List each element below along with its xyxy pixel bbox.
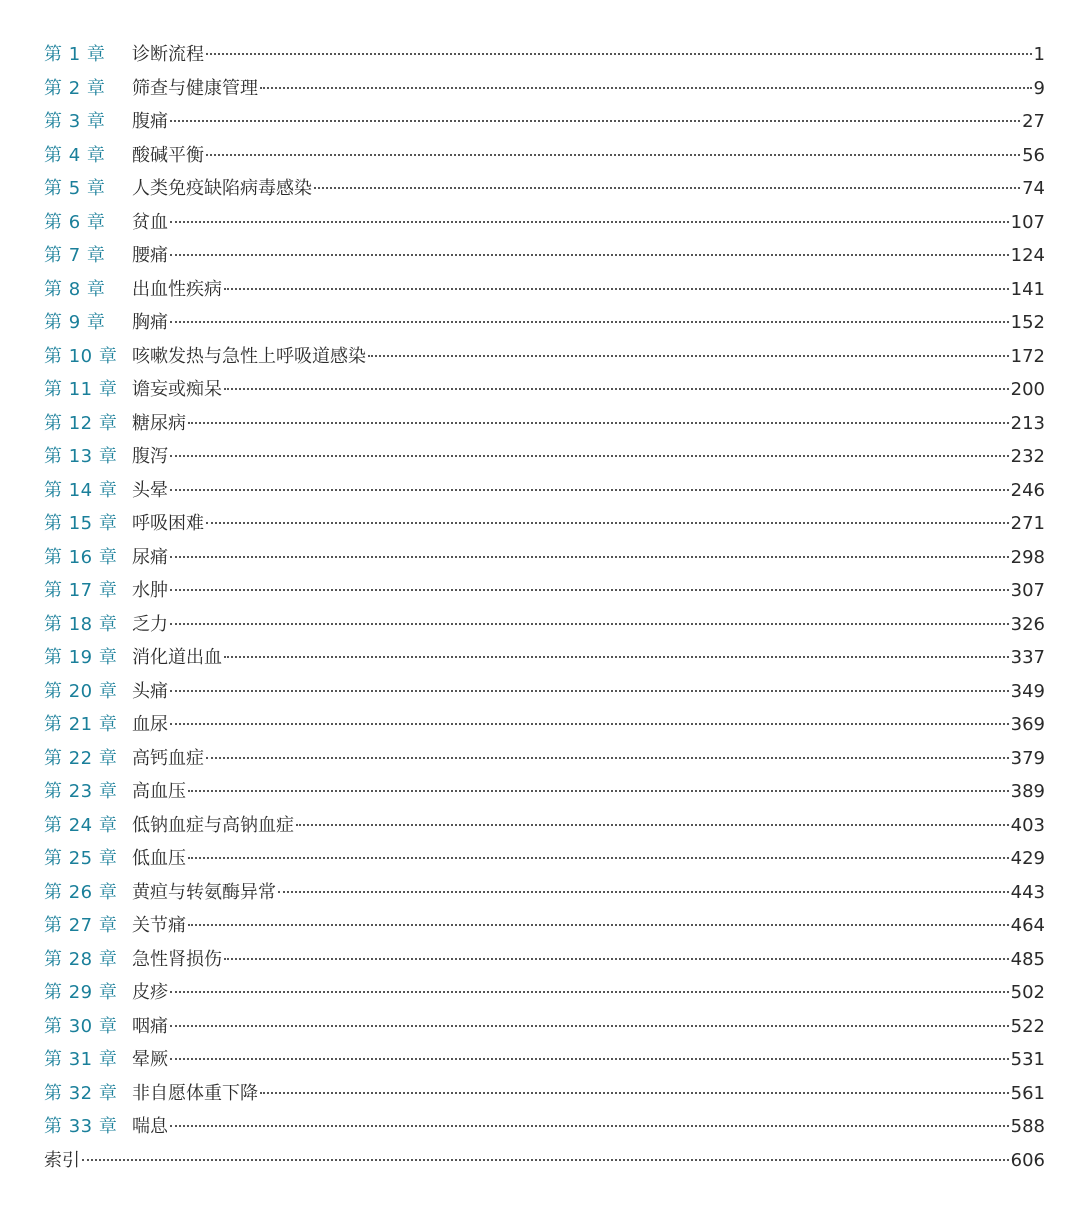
page-number: 502 <box>1010 982 1045 1003</box>
page-number: 606 <box>1010 1149 1045 1171</box>
dot-leader <box>278 891 1009 893</box>
toc-entry[interactable] <box>44 641 1045 675</box>
chapter-title: 水肿 <box>132 580 168 601</box>
page-number: 298 <box>1010 546 1045 568</box>
page-number: 74 <box>1022 178 1045 199</box>
toc-entry[interactable] <box>44 608 1045 642</box>
toc-entry[interactable] <box>44 172 1045 206</box>
chapter-number: 第 11 章 <box>44 379 118 400</box>
toc-entry[interactable] <box>44 507 1045 541</box>
toc-entry[interactable] <box>44 809 1045 843</box>
chapter-title: 诊断流程 <box>132 44 204 65</box>
toc-entry[interactable] <box>44 440 1045 474</box>
page-number: 522 <box>1010 1015 1045 1037</box>
chapter-number: 第 25 章 <box>44 848 118 869</box>
dot-leader <box>82 1159 1009 1161</box>
chapter-number: 第 30 章 <box>44 1015 118 1037</box>
dot-leader <box>170 589 1009 591</box>
toc-entry[interactable] <box>44 340 1045 374</box>
chapter-title: 尿痛 <box>132 546 168 568</box>
toc-entry[interactable] <box>44 775 1045 809</box>
dot-leader <box>170 1058 1009 1060</box>
page-number: 172 <box>1010 345 1045 367</box>
dot-leader <box>224 388 1009 390</box>
dot-leader <box>170 623 1009 625</box>
page-number: 271 <box>1010 513 1045 534</box>
dot-leader <box>224 288 1009 290</box>
index-title: 索引 <box>44 1149 80 1171</box>
chapter-number: 第 1 章 <box>44 44 106 65</box>
page-number: 531 <box>1010 1049 1045 1070</box>
dot-leader <box>188 790 1009 792</box>
page-number: 107 <box>1010 211 1045 233</box>
chapter-number: 第 33 章 <box>44 1116 118 1137</box>
chapter-number: 第 3 章 <box>44 111 106 132</box>
chapter-title: 乏力 <box>132 613 168 635</box>
toc-entry[interactable] <box>44 574 1045 608</box>
toc-entry[interactable] <box>44 976 1045 1010</box>
page-number: 246 <box>1010 479 1045 501</box>
dot-leader <box>170 221 1009 223</box>
page-number: 1 <box>1033 44 1045 65</box>
chapter-number: 第 22 章 <box>44 747 118 769</box>
toc-entry[interactable] <box>44 239 1045 273</box>
dot-leader <box>188 924 1009 926</box>
toc-entry[interactable] <box>44 1010 1045 1044</box>
toc-entry[interactable] <box>44 842 1045 876</box>
chapter-title: 咽痛 <box>132 1015 168 1037</box>
chapter-number: 第 5 章 <box>44 178 106 199</box>
toc-entry[interactable] <box>44 474 1045 508</box>
toc-entry[interactable] <box>44 1110 1045 1144</box>
chapter-number: 第 29 章 <box>44 982 118 1003</box>
toc-entry[interactable] <box>44 1043 1045 1077</box>
chapter-number: 第 32 章 <box>44 1082 118 1104</box>
chapter-number: 第 24 章 <box>44 814 118 836</box>
dot-leader <box>224 656 1009 658</box>
chapter-number: 第 27 章 <box>44 915 118 936</box>
chapter-number: 第 26 章 <box>44 881 118 903</box>
dot-leader <box>260 87 1032 89</box>
chapter-title: 咳嗽发热与急性上呼吸道感染 <box>132 345 366 367</box>
chapter-number: 第 6 章 <box>44 211 106 233</box>
chapter-title: 血尿 <box>132 714 168 735</box>
dot-leader <box>368 355 1009 357</box>
page-number: 369 <box>1010 714 1045 735</box>
dot-leader <box>260 1092 1009 1094</box>
chapter-number: 第 28 章 <box>44 948 118 970</box>
page-number: 326 <box>1010 613 1045 635</box>
dot-leader <box>170 690 1009 692</box>
page-number: 561 <box>1010 1082 1045 1104</box>
page-number: 403 <box>1010 814 1045 836</box>
dot-leader <box>188 857 1009 859</box>
page-number: 379 <box>1010 747 1045 769</box>
chapter-number: 第 17 章 <box>44 580 118 601</box>
toc-entry[interactable] <box>44 876 1045 910</box>
chapter-number: 第 2 章 <box>44 77 106 99</box>
dot-leader <box>170 1125 1009 1127</box>
chapter-title: 胸痛 <box>132 312 168 333</box>
page-number: 152 <box>1010 312 1045 333</box>
dot-leader <box>296 824 1009 826</box>
dot-leader <box>224 958 1009 960</box>
dot-leader <box>170 1025 1009 1027</box>
chapter-number: 第 14 章 <box>44 479 118 501</box>
chapter-title: 喘息 <box>132 1116 168 1137</box>
dot-leader <box>170 455 1009 457</box>
dot-leader <box>170 120 1020 122</box>
chapter-number: 第 19 章 <box>44 647 118 668</box>
page-number: 141 <box>1010 278 1045 300</box>
toc-entry[interactable] <box>44 708 1045 742</box>
chapter-title: 晕厥 <box>132 1049 168 1070</box>
chapter-title: 急性肾损伤 <box>132 948 222 970</box>
page-number: 27 <box>1022 111 1045 132</box>
chapter-title: 腹泻 <box>132 446 168 467</box>
chapter-title: 人类免疫缺陷病毒感染 <box>132 178 312 199</box>
toc-entry[interactable] <box>44 306 1045 340</box>
page-number: 464 <box>1010 915 1045 936</box>
toc-entry-index[interactable] <box>44 1144 1045 1178</box>
page-number: 485 <box>1010 948 1045 970</box>
chapter-title: 头晕 <box>132 479 168 501</box>
chapter-title: 谵妄或痴呆 <box>132 379 222 400</box>
chapter-title: 黄疸与转氨酶异常 <box>132 881 276 903</box>
page-number: 307 <box>1010 580 1045 601</box>
dot-leader <box>206 757 1009 759</box>
chapter-number: 第 10 章 <box>44 345 118 367</box>
toc-entry[interactable] <box>44 742 1045 776</box>
toc-entry[interactable] <box>44 273 1045 307</box>
dot-leader <box>206 154 1020 156</box>
chapter-title: 贫血 <box>132 211 168 233</box>
toc-entry[interactable] <box>44 1077 1045 1111</box>
page-number: 337 <box>1010 647 1045 668</box>
page-number: 9 <box>1033 77 1045 99</box>
page-number: 349 <box>1010 680 1045 702</box>
chapter-number: 第 16 章 <box>44 546 118 568</box>
chapter-title: 糖尿病 <box>132 412 186 434</box>
chapter-number: 第 12 章 <box>44 412 118 434</box>
toc-entry[interactable] <box>44 38 1045 72</box>
chapter-title: 高钙血症 <box>132 747 204 769</box>
page-number: 443 <box>1010 881 1045 903</box>
chapter-title: 非自愿体重下降 <box>132 1082 258 1104</box>
dot-leader <box>170 321 1009 323</box>
dot-leader <box>314 187 1020 189</box>
toc-entry[interactable] <box>44 909 1045 943</box>
chapter-number: 第 7 章 <box>44 245 106 266</box>
chapter-number: 第 20 章 <box>44 680 118 702</box>
page-number: 389 <box>1010 781 1045 802</box>
chapter-title: 出血性疾病 <box>132 278 222 300</box>
chapter-title: 高血压 <box>132 781 186 802</box>
toc-entry[interactable] <box>44 206 1045 240</box>
toc-entry[interactable] <box>44 943 1045 977</box>
dot-leader <box>170 723 1009 725</box>
chapter-title: 筛查与健康管理 <box>132 77 258 99</box>
dot-leader <box>206 522 1009 524</box>
chapter-number: 第 31 章 <box>44 1049 118 1070</box>
table-of-contents <box>44 38 1045 1177</box>
chapter-title: 低钠血症与高钠血症 <box>132 814 294 836</box>
chapter-number: 第 13 章 <box>44 446 118 467</box>
page-number: 124 <box>1010 245 1045 266</box>
chapter-title: 消化道出血 <box>132 647 222 668</box>
chapter-number: 第 9 章 <box>44 312 106 333</box>
chapter-title: 关节痛 <box>132 915 186 936</box>
toc-entry[interactable] <box>44 139 1045 173</box>
toc-entry[interactable] <box>44 105 1045 139</box>
chapter-title: 低血压 <box>132 848 186 869</box>
dot-leader <box>188 422 1009 424</box>
dot-leader <box>170 556 1009 558</box>
toc-entry[interactable] <box>44 407 1045 441</box>
chapter-number: 第 8 章 <box>44 278 106 300</box>
toc-entry[interactable] <box>44 675 1045 709</box>
page-number: 56 <box>1022 144 1045 166</box>
chapter-title: 酸碱平衡 <box>132 144 204 166</box>
dot-leader <box>170 489 1009 491</box>
chapter-title: 皮疹 <box>132 982 168 1003</box>
chapter-number: 第 15 章 <box>44 513 118 534</box>
page-number: 232 <box>1010 446 1045 467</box>
chapter-number: 第 21 章 <box>44 714 118 735</box>
chapter-title: 头痛 <box>132 680 168 702</box>
chapter-title: 腹痛 <box>132 111 168 132</box>
toc-entry[interactable] <box>44 72 1045 106</box>
dot-leader <box>206 53 1032 55</box>
chapter-title: 腰痛 <box>132 245 168 266</box>
page-number: 429 <box>1010 848 1045 869</box>
dot-leader <box>170 991 1009 993</box>
chapter-number: 第 18 章 <box>44 613 118 635</box>
toc-entry[interactable] <box>44 373 1045 407</box>
page-number: 200 <box>1010 379 1045 400</box>
chapter-number: 第 23 章 <box>44 781 118 802</box>
page-number: 588 <box>1010 1116 1045 1137</box>
dot-leader <box>170 254 1009 256</box>
toc-entry[interactable] <box>44 541 1045 575</box>
chapter-title: 呼吸困难 <box>132 513 204 534</box>
page-number: 213 <box>1010 412 1045 434</box>
chapter-number: 第 4 章 <box>44 144 106 166</box>
